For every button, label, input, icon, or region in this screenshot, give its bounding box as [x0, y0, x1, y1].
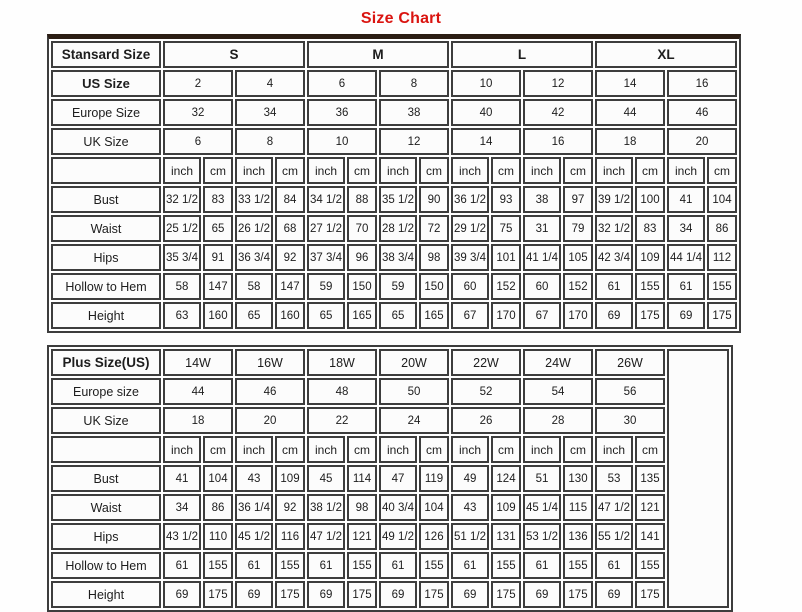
value-cell: 170 [491, 302, 521, 329]
value-cell: 59 [307, 273, 345, 300]
value-cell: 69 [595, 581, 633, 608]
uk-size-row [51, 407, 729, 434]
value-cell: 104 [707, 186, 737, 213]
size-group-header: 18W [307, 349, 377, 376]
row-label: UK Size [51, 407, 161, 434]
unit-header: cm [203, 157, 233, 184]
value-cell: 98 [347, 494, 377, 521]
value-cell: 45 1/2 [235, 523, 273, 550]
unit-header-row [51, 436, 729, 463]
value-cell: 34 [667, 215, 705, 242]
value-cell: 70 [347, 215, 377, 242]
value-cell: 170 [563, 302, 593, 329]
value-cell: 67 [523, 302, 561, 329]
value-cell: 155 [491, 552, 521, 579]
value-cell: 100 [635, 186, 665, 213]
value-cell: 155 [563, 552, 593, 579]
value-cell: 91 [203, 244, 233, 271]
value-cell: 10 [451, 70, 521, 97]
corner-header: Stansard Size [51, 41, 161, 68]
unit-header: inch [523, 436, 561, 463]
value-cell: 36 3/4 [235, 244, 273, 271]
value-cell: 175 [635, 302, 665, 329]
value-cell: 51 [523, 465, 561, 492]
value-cell: 88 [347, 186, 377, 213]
value-cell: 31 [523, 215, 561, 242]
standard-size-table [47, 34, 741, 333]
value-cell: 109 [275, 465, 305, 492]
unit-header: cm [707, 157, 737, 184]
size-group-header: 24W [523, 349, 593, 376]
value-cell: 61 [595, 552, 633, 579]
value-cell: 22 [307, 407, 377, 434]
size-group-header: XL [595, 41, 737, 68]
size-group-header: M [307, 41, 449, 68]
value-cell: 12 [379, 128, 449, 155]
value-cell: 155 [635, 552, 665, 579]
europe-size-row [51, 99, 737, 126]
size-group-header: L [451, 41, 593, 68]
value-cell: 175 [347, 581, 377, 608]
value-cell: 109 [635, 244, 665, 271]
unit-row-label-spacer [51, 157, 161, 184]
value-cell: 65 [235, 302, 273, 329]
unit-header: inch [523, 157, 561, 184]
hips-row [51, 523, 729, 550]
value-cell: 175 [635, 581, 665, 608]
value-cell: 72 [419, 215, 449, 242]
value-cell: 61 [163, 552, 201, 579]
value-cell: 69 [379, 581, 417, 608]
value-cell: 27 1/2 [307, 215, 345, 242]
value-cell: 33 1/2 [235, 186, 273, 213]
unit-header: inch [451, 436, 489, 463]
value-cell: 147 [275, 273, 305, 300]
value-cell: 29 1/2 [451, 215, 489, 242]
value-cell: 124 [491, 465, 521, 492]
value-cell: 43 [235, 465, 273, 492]
value-cell: 37 3/4 [307, 244, 345, 271]
unit-header: cm [563, 157, 593, 184]
value-cell: 141 [635, 523, 665, 550]
value-cell: 59 [379, 273, 417, 300]
value-cell: 83 [635, 215, 665, 242]
value-cell: 116 [275, 523, 305, 550]
value-cell: 61 [595, 273, 633, 300]
value-cell: 90 [419, 186, 449, 213]
chart-title: Size Chart [360, 10, 442, 27]
value-cell: 69 [595, 302, 633, 329]
value-cell: 43 [451, 494, 489, 521]
value-cell: 28 [523, 407, 593, 434]
value-cell: 109 [491, 494, 521, 521]
spacer-cell [667, 349, 729, 608]
unit-header: cm [635, 436, 665, 463]
value-cell: 34 [235, 99, 305, 126]
value-cell: 63 [163, 302, 201, 329]
value-cell: 14 [451, 128, 521, 155]
value-cell: 38 [523, 186, 561, 213]
value-cell: 61 [451, 552, 489, 579]
value-cell: 69 [307, 581, 345, 608]
value-cell: 40 3/4 [379, 494, 417, 521]
value-cell: 54 [523, 378, 593, 405]
uk-size-row [51, 128, 737, 155]
value-cell: 32 1/2 [595, 215, 633, 242]
value-cell: 61 [307, 552, 345, 579]
plus-size-table [47, 345, 733, 612]
value-cell: 58 [235, 273, 273, 300]
row-label: Height [51, 302, 161, 329]
value-cell: 16 [667, 70, 737, 97]
unit-header: inch [595, 436, 633, 463]
unit-header: inch [595, 157, 633, 184]
row-label: Waist [51, 494, 161, 521]
unit-header: inch [235, 436, 273, 463]
value-cell: 53 [595, 465, 633, 492]
value-cell: 40 [451, 99, 521, 126]
value-cell: 26 [451, 407, 521, 434]
unit-header: cm [491, 157, 521, 184]
value-cell: 175 [491, 581, 521, 608]
value-cell: 44 1/4 [667, 244, 705, 271]
row-label: Europe size [51, 378, 161, 405]
value-cell: 101 [491, 244, 521, 271]
value-cell: 152 [491, 273, 521, 300]
value-cell: 150 [347, 273, 377, 300]
value-cell: 119 [419, 465, 449, 492]
unit-header: inch [307, 157, 345, 184]
value-cell: 147 [203, 273, 233, 300]
value-cell: 136 [563, 523, 593, 550]
value-cell: 36 [307, 99, 377, 126]
unit-header: cm [203, 436, 233, 463]
waist-row [51, 494, 729, 521]
row-label: Hollow to Hem [51, 552, 161, 579]
value-cell: 160 [275, 302, 305, 329]
value-cell: 42 3/4 [595, 244, 633, 271]
value-cell: 68 [275, 215, 305, 242]
value-cell: 18 [163, 407, 233, 434]
value-cell: 12 [523, 70, 593, 97]
hips-row [51, 244, 737, 271]
value-cell: 152 [563, 273, 593, 300]
value-cell: 47 1/2 [595, 494, 633, 521]
row-label: Hips [51, 523, 161, 550]
value-cell: 105 [563, 244, 593, 271]
value-cell: 83 [203, 186, 233, 213]
unit-header: inch [163, 436, 201, 463]
row-label: Bust [51, 465, 161, 492]
value-cell: 65 [379, 302, 417, 329]
value-cell: 34 1/2 [307, 186, 345, 213]
unit-header: cm [419, 436, 449, 463]
value-cell: 48 [307, 378, 377, 405]
value-cell: 69 [667, 302, 705, 329]
row-label: Height [51, 581, 161, 608]
value-cell: 20 [667, 128, 737, 155]
unit-header: cm [275, 436, 305, 463]
value-cell: 30 [595, 407, 665, 434]
value-cell: 175 [563, 581, 593, 608]
value-cell: 36 1/4 [235, 494, 273, 521]
value-cell: 155 [419, 552, 449, 579]
value-cell: 2 [163, 70, 233, 97]
value-cell: 112 [707, 244, 737, 271]
value-cell: 131 [491, 523, 521, 550]
waist-row [51, 215, 737, 242]
value-cell: 32 [163, 99, 233, 126]
unit-header: cm [563, 436, 593, 463]
value-cell: 41 [667, 186, 705, 213]
row-label: Hips [51, 244, 161, 271]
value-cell: 61 [523, 552, 561, 579]
value-cell: 35 1/2 [379, 186, 417, 213]
value-cell: 175 [203, 581, 233, 608]
value-cell: 130 [563, 465, 593, 492]
value-cell: 14 [595, 70, 665, 97]
value-cell: 84 [275, 186, 305, 213]
unit-header: cm [635, 157, 665, 184]
value-cell: 46 [235, 378, 305, 405]
value-cell: 52 [451, 378, 521, 405]
value-cell: 92 [275, 244, 305, 271]
value-cell: 155 [707, 273, 737, 300]
row-label: Bust [51, 186, 161, 213]
europe-size-row [51, 378, 729, 405]
size-group-header: 16W [235, 349, 305, 376]
value-cell: 16 [523, 128, 593, 155]
unit-header: inch [451, 157, 489, 184]
value-cell: 10 [307, 128, 377, 155]
value-cell: 110 [203, 523, 233, 550]
value-cell: 69 [235, 581, 273, 608]
value-cell: 155 [347, 552, 377, 579]
corner-header: Plus Size(US) [51, 349, 161, 376]
value-cell: 8 [379, 70, 449, 97]
value-cell: 61 [235, 552, 273, 579]
unit-header: inch [379, 436, 417, 463]
row-label: US Size [51, 70, 161, 97]
value-cell: 41 1/4 [523, 244, 561, 271]
row-label: Europe Size [51, 99, 161, 126]
value-cell: 28 1/2 [379, 215, 417, 242]
bust-row [51, 186, 737, 213]
size-group-header: 26W [595, 349, 665, 376]
value-cell: 42 [523, 99, 593, 126]
value-cell: 60 [523, 273, 561, 300]
hollow-to-hem-row [51, 552, 729, 579]
value-cell: 39 1/2 [595, 186, 633, 213]
unit-header: cm [275, 157, 305, 184]
value-cell: 55 1/2 [595, 523, 633, 550]
row-label: Hollow to Hem [51, 273, 161, 300]
value-cell: 6 [307, 70, 377, 97]
value-cell: 67 [451, 302, 489, 329]
value-cell: 43 1/2 [163, 523, 201, 550]
unit-header: inch [667, 157, 705, 184]
value-cell: 45 [307, 465, 345, 492]
height-row [51, 302, 737, 329]
size-group-header: 14W [163, 349, 233, 376]
value-cell: 175 [275, 581, 305, 608]
plus-size-group-row [51, 349, 729, 376]
value-cell: 79 [563, 215, 593, 242]
hollow-to-hem-row [51, 273, 737, 300]
value-cell: 8 [235, 128, 305, 155]
bust-row [51, 465, 729, 492]
value-cell: 58 [163, 273, 201, 300]
value-cell: 38 [379, 99, 449, 126]
value-cell: 96 [347, 244, 377, 271]
value-cell: 97 [563, 186, 593, 213]
value-cell: 92 [275, 494, 305, 521]
unit-header: inch [307, 436, 345, 463]
value-cell: 49 1/2 [379, 523, 417, 550]
unit-header: cm [419, 157, 449, 184]
value-cell: 36 1/2 [451, 186, 489, 213]
value-cell: 160 [203, 302, 233, 329]
value-cell: 47 1/2 [307, 523, 345, 550]
value-cell: 61 [667, 273, 705, 300]
value-cell: 35 3/4 [163, 244, 201, 271]
value-cell: 39 3/4 [451, 244, 489, 271]
value-cell: 104 [419, 494, 449, 521]
unit-header: inch [163, 157, 201, 184]
unit-row-label-spacer [51, 436, 161, 463]
value-cell: 175 [419, 581, 449, 608]
value-cell: 104 [203, 465, 233, 492]
unit-header-row [51, 157, 737, 184]
value-cell: 49 [451, 465, 489, 492]
value-cell: 126 [419, 523, 449, 550]
value-cell: 155 [275, 552, 305, 579]
value-cell: 65 [203, 215, 233, 242]
value-cell: 155 [203, 552, 233, 579]
value-cell: 65 [307, 302, 345, 329]
value-cell: 53 1/2 [523, 523, 561, 550]
size-group-header: 20W [379, 349, 449, 376]
value-cell: 26 1/2 [235, 215, 273, 242]
value-cell: 155 [635, 273, 665, 300]
value-cell: 114 [347, 465, 377, 492]
value-cell: 24 [379, 407, 449, 434]
value-cell: 44 [595, 99, 665, 126]
value-cell: 86 [203, 494, 233, 521]
unit-header: inch [379, 157, 417, 184]
size-group-header: S [163, 41, 305, 68]
value-cell: 98 [419, 244, 449, 271]
value-cell: 46 [667, 99, 737, 126]
us-size-row [51, 70, 737, 97]
unit-header: cm [347, 436, 377, 463]
size-group-header: 22W [451, 349, 521, 376]
value-cell: 60 [451, 273, 489, 300]
value-cell: 4 [235, 70, 305, 97]
value-cell: 135 [635, 465, 665, 492]
value-cell: 34 [163, 494, 201, 521]
height-row [51, 581, 729, 608]
value-cell: 165 [419, 302, 449, 329]
value-cell: 38 3/4 [379, 244, 417, 271]
value-cell: 38 1/2 [307, 494, 345, 521]
value-cell: 50 [379, 378, 449, 405]
value-cell: 61 [379, 552, 417, 579]
row-label: UK Size [51, 128, 161, 155]
value-cell: 75 [491, 215, 521, 242]
unit-header: cm [347, 157, 377, 184]
value-cell: 47 [379, 465, 417, 492]
value-cell: 115 [563, 494, 593, 521]
size-group-row [51, 41, 737, 68]
value-cell: 25 1/2 [163, 215, 201, 242]
value-cell: 121 [347, 523, 377, 550]
value-cell: 51 1/2 [451, 523, 489, 550]
value-cell: 69 [523, 581, 561, 608]
value-cell: 121 [635, 494, 665, 521]
value-cell: 20 [235, 407, 305, 434]
value-cell: 45 1/4 [523, 494, 561, 521]
row-label: Waist [51, 215, 161, 242]
value-cell: 165 [347, 302, 377, 329]
value-cell: 6 [163, 128, 233, 155]
value-cell: 18 [595, 128, 665, 155]
value-cell: 69 [451, 581, 489, 608]
unit-header: cm [491, 436, 521, 463]
value-cell: 69 [163, 581, 201, 608]
value-cell: 32 1/2 [163, 186, 201, 213]
value-cell: 86 [707, 215, 737, 242]
value-cell: 44 [163, 378, 233, 405]
value-cell: 175 [707, 302, 737, 329]
value-cell: 93 [491, 186, 521, 213]
unit-header: inch [235, 157, 273, 184]
value-cell: 41 [163, 465, 201, 492]
value-cell: 150 [419, 273, 449, 300]
value-cell: 56 [595, 378, 665, 405]
